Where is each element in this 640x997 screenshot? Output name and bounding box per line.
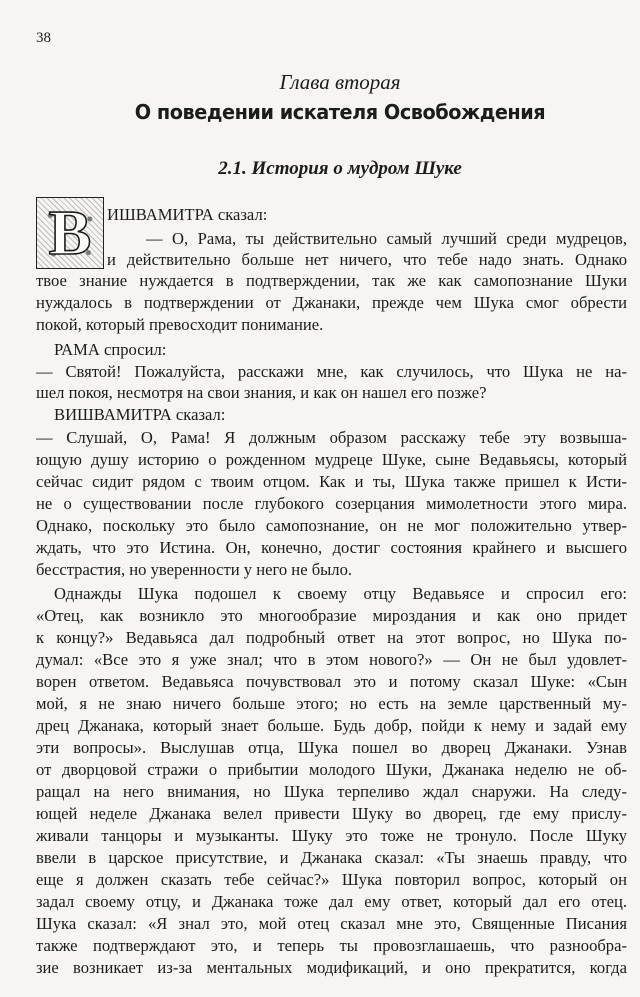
page-number: 38 <box>36 30 51 46</box>
text-line: не о существовании после глубокого созерцания мимолетности этого мира. <box>36 494 627 513</box>
text-line: РАМА спросил: <box>54 340 167 359</box>
drop-cap-letter: В <box>48 197 92 268</box>
text-line: «Отец, как возникло это многообразие мироздания и как оно придет <box>36 606 627 625</box>
text-line: ИШВАМИТРА сказал: <box>107 205 268 224</box>
text-line: Однажды Шука подошел к своему отцу Ведавьясе и спросил его: <box>54 584 627 603</box>
chapter-label: Глава вторая <box>279 70 401 94</box>
text-line: дрец Джанака, который знает больше. Будь добр, пойди к нему и задай ему <box>36 716 627 735</box>
text-line: ющую душу историю о рожденном мудреце Шуке, сыне Ведавьясы, который <box>36 450 627 469</box>
text-line: ворен ответом. Ведавьяса почувствовал это и потому сказал Шуке: «Сын <box>36 672 627 691</box>
text-line: еще я должен сказать тебе сейчас?» Шука повторил вопрос, который он <box>36 870 627 889</box>
text-line: также подтверждают это, и теперь ты провозглашаешь, что разнообра- <box>36 936 627 955</box>
text-line: задал своему отцу, и Джанака тоже дал ему ответ, который дал его отец. <box>36 892 627 911</box>
text-line: мой, я не знаю ничего больше этого; но есть на земле царственный му- <box>36 694 627 713</box>
text-line: ВИШВАМИТРА сказал: <box>54 405 226 424</box>
chapter-title: О поведении искателя Освобождения <box>134 100 546 124</box>
section-title: 2.1. История о мудром Шуке <box>218 158 462 179</box>
text-line: — О, Рама, ты действительно самый лучший среди мудрецов, <box>146 229 627 248</box>
text-line: и действительно больше нет ничего, что тебе надо знать. Однако <box>107 250 627 269</box>
text-line: нуждалось в подтверждении от Джанаки, прежде чем Шука смог обрести <box>36 293 627 312</box>
text-line: ращал на него внимания, но Шука терпеливо ждал снаружи. На следу- <box>36 782 627 801</box>
text-line: Однако, поскольку это было самопознание, он не мог положительно утвер- <box>36 516 627 535</box>
text-line: зие возникает из-за ментальных модификаций, и оно прекратится, когда <box>36 958 627 977</box>
text-line: твое знание нуждается в подтверждении, так же как самопознание Шуки <box>36 271 627 290</box>
text-line: ввели в царское присутствие, и Джанака сказал: «Ты знаешь правду, что <box>36 848 627 867</box>
text-line: покой, который превосходит понимание. <box>36 315 324 334</box>
text-line: к концу?» Ведавьяса дал подробный ответ на этот вопрос, но Шука по- <box>36 628 627 647</box>
text-line: живали танцоры и музыканты. Шуку это тоже не тронуло. После Шуку <box>36 826 627 845</box>
text-line: — Слушай, О, Рама! Я должным образом расскажу тебе эту возвыша- <box>36 428 627 447</box>
text-line: шел покоя, несмотря на свои знания, и как он нашел его позже? <box>36 383 487 402</box>
text-line: сейчас сидит рядом с твоим отцом. Как и ты, Шука также пришел к Исти- <box>36 472 627 491</box>
text-line: — Святой! Пожалуйста, расскажи мне, как случилось, что Шука не на- <box>36 362 627 381</box>
text-line: Шука сказал: «Я знал это, мой отец сказал мне это, Священные Писания <box>36 914 627 933</box>
text-line: думал: «Все это я уже знал; что в этом нового?» — Он не был удовлет- <box>36 650 627 669</box>
text-line: бесстрастия, но уверенности у него не было. <box>36 560 353 579</box>
text-line: от дворцовой стражи о прибытии молодого Шуки, Джанака неделю не об- <box>36 760 627 779</box>
drop-cap-ornament <box>36 197 104 269</box>
text-line: эти вопросы». Выслушав отца, Шука пошел во дворец Джанаки. Узнав <box>36 738 627 757</box>
text-line: ждать, что это Истина. Он, конечно, достиг состояния крайнего и высшего <box>36 538 627 557</box>
text-line: ющей неделе Джанака велел привести Шуку во дворец, где ему прислу- <box>36 804 627 823</box>
